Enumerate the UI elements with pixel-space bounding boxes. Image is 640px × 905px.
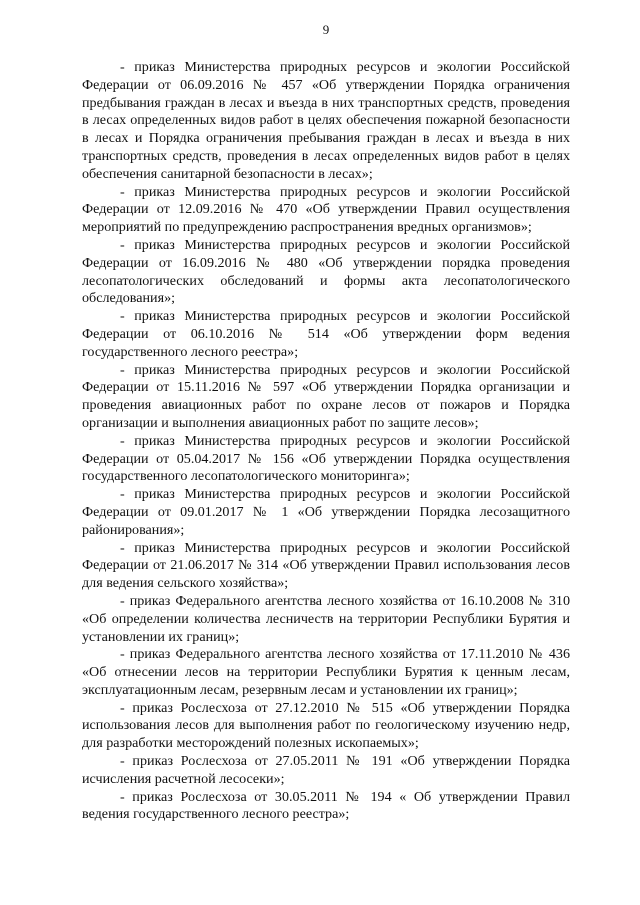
list-item-order-314: - приказ Министерства природных ресурсов и экологии Российской Федерации от 21.06.2017 № 314 «Об утверждении Правил использования лесов для ведения сельского хозяйства»; bbox=[82, 539, 570, 592]
list-item-order-191: - приказ Рослесхоза от 27.05.2011 № 191 «Об утверждении Порядка исчисления расчетной лесосеки»; bbox=[82, 753, 570, 787]
list-item-order-1: - приказ Министерства природных ресурсов и экологии Российской Федерации от 09.01.2017 № 1 «Об утверждении Порядка лесозащитного районирования»; bbox=[82, 486, 570, 538]
list-item-order-194: - приказ Рослесхоза от 30.05.2011 № 194 « Об утверждении Правил ведения государственного лесного реестра»; bbox=[82, 788, 570, 823]
list-item-order-436: - приказ Федерального агентства лесного хозяйства от 17.11.2010 № 436 «Об отнесении лесов на территории Республики Бурятия к ценным лесам, эксплуатационным лесам, резервным лесам и установлении их границ»; bbox=[82, 646, 570, 698]
list-item-order-515: - приказ Рослесхоза от 27.12.2010 № 515 «Об утверждении Порядка использования лесов для выполнения работ по геологическому изучению недр, для разработки месторождений полезных ископаемых»; bbox=[82, 699, 570, 752]
page-number: 9 bbox=[322, 22, 330, 37]
list-item-order-156: - приказ Министерства природных ресурсов и экологии Российской Федерации от 05.04.2017 № 156 «Об утверждении Порядка осуществления государственного лесопатологического мониторинга»; bbox=[82, 432, 570, 485]
list-item-order-597: - приказ Министерства природных ресурсов и экологии Российской Федерации от 15.11.2016 № 597 «Об утверждении Порядка организации и проведения авиационных работ по охране лесов от пожаров и Порядка организации и выполнения авиационных работ по защите лесов»; bbox=[82, 361, 570, 431]
list-item-order-480: - приказ Министерства природных ресурсов и экологии Российской Федерации от 16.09.2016 № 480 «Об утверждении порядка проведения лесопатологических обследований и формы акта лесопатологического обследования»; bbox=[82, 236, 570, 307]
list-item-order-514: - приказ Министерства природных ресурсов и экологии Российской Федерации от 06.10.2016 № 514 «Об утверждении форм ведения государственного лесного реестра»; bbox=[82, 308, 570, 360]
list-item-order-457: - приказ Министерства природных ресурсов и экологии Российской Федерации от 06.09.2016 № 457 «Об утверждении Порядка ограничения предбывания граждан в лесах и въезда в них транспортных средств, проведения в лесах определенных видов работ в целях обеспечения пожарной безопасности в лесах и Порядка ограничения пребывания граждан в лесах и въезда в них транспортных средств, проведения в лесах определенных видов работ в целях обеспечения санитарной безопасности в лесах»; bbox=[82, 59, 570, 182]
list-item-order-310: - приказ Федерального агентства лесного хозяйства от 16.10.2008 № 310 «Об определении количества лесничеств на территории Республики Бурятия и установлении их границ»; bbox=[82, 592, 570, 645]
list-item-order-470: - приказ Министерства природных ресурсов и экологии Российской Федерации от 12.09.2016 № 470 «Об утверждении Правил осуществления мероприятий по предупреждению распространения вредных организмов»; bbox=[82, 183, 570, 236]
